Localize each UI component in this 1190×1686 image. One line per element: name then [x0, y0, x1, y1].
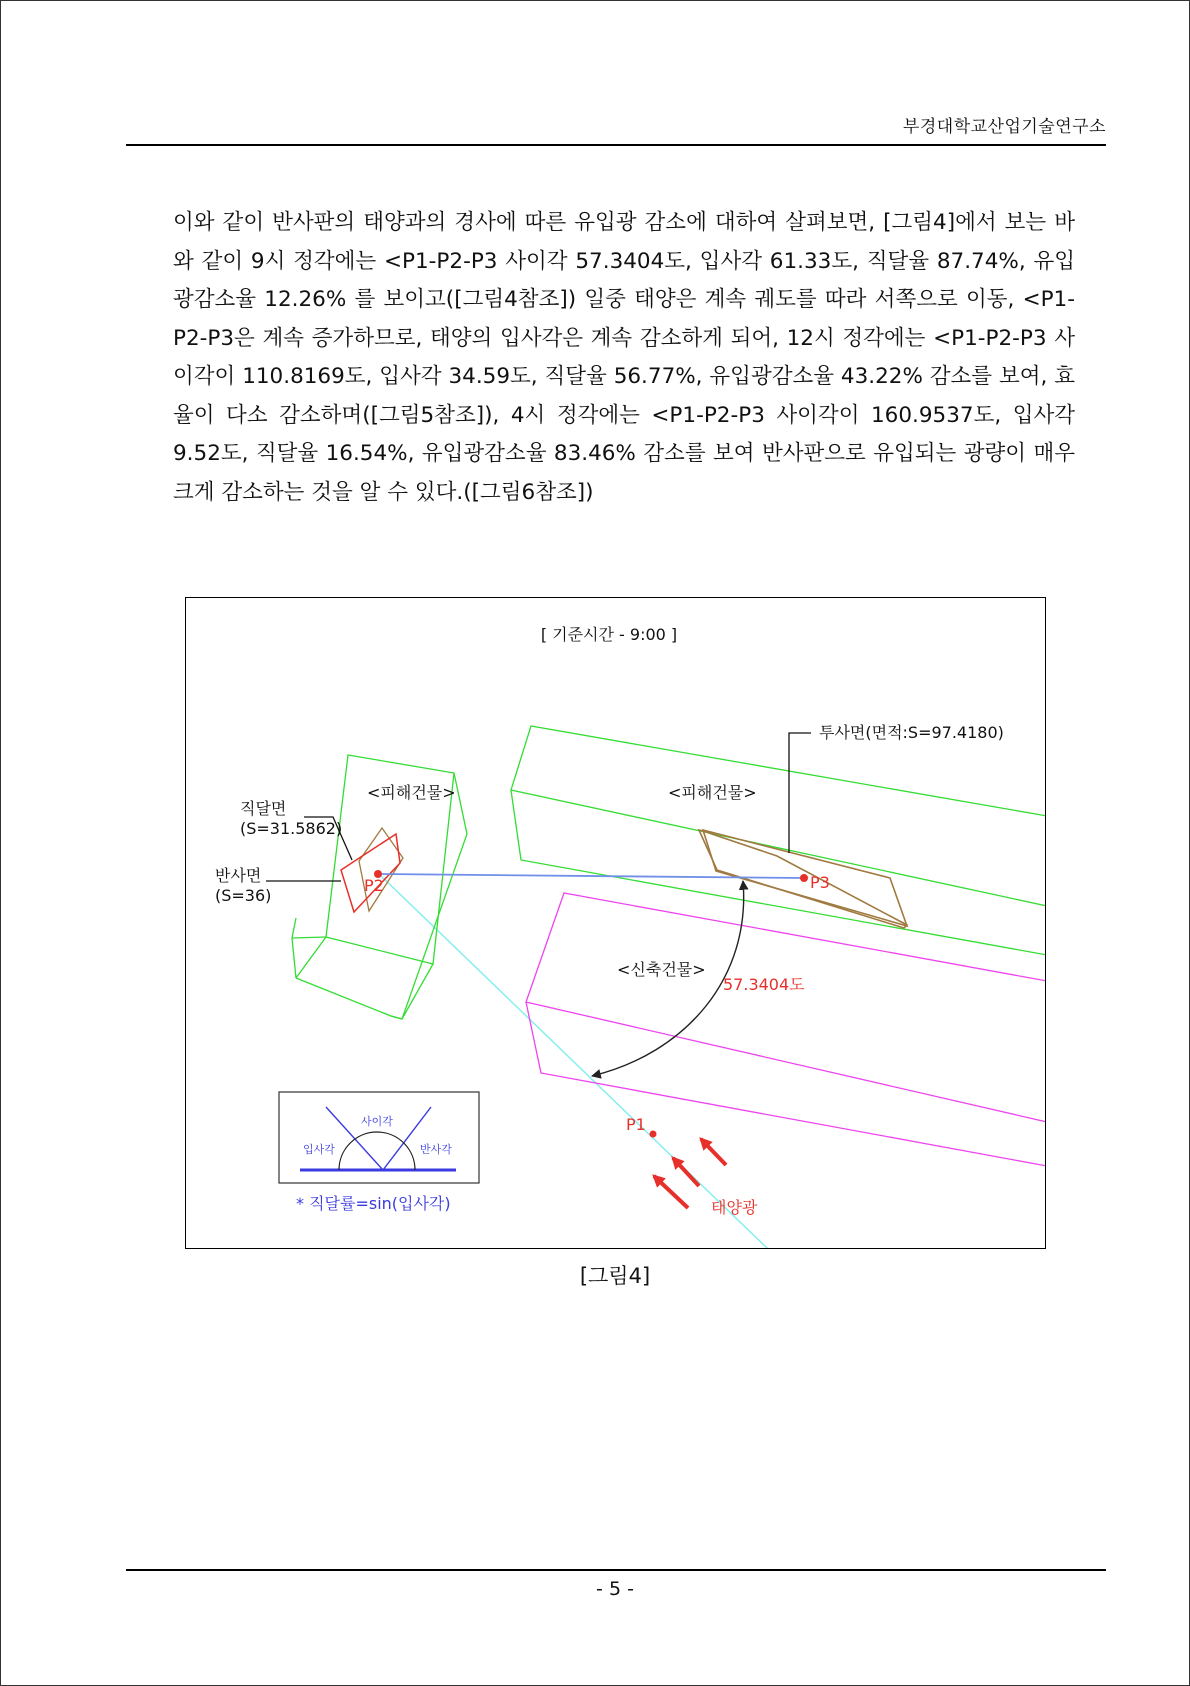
damaged-building-right-label: <피해건물> [668, 783, 757, 802]
p3-label: P3 [810, 873, 830, 892]
figure-4 [185, 597, 1046, 1249]
legend-left: 입사각 [303, 1143, 335, 1156]
damaged-building-left-label: <피해건물> [367, 783, 456, 802]
reflector-label: 반사면 [215, 866, 262, 885]
projection-leader [789, 733, 811, 853]
direct-surface-label: 직달면 [240, 799, 287, 818]
direct-surface [341, 834, 400, 912]
left-damaged-building-back [292, 918, 402, 1019]
figure-4-diagram [186, 598, 1046, 1249]
right-damaged-building [511, 726, 1046, 955]
new-building [526, 893, 1046, 1166]
p1-label: P1 [626, 1115, 646, 1134]
p3-point [800, 874, 808, 882]
projection-label: 투사면(면적:S=97.4180) [819, 723, 1004, 742]
page-number: - 5 - [596, 1578, 634, 1600]
header-rule [126, 144, 1106, 146]
angle-value: 57.3404도 [723, 975, 805, 994]
sunray-line [379, 874, 769, 1249]
legend-top: 사이각 [361, 1115, 393, 1128]
reflector-area: (S=36) [215, 886, 272, 905]
p2-label: P2 [364, 876, 384, 895]
legend-formula: * 직달률=sin(입사각) [296, 1194, 451, 1213]
running-header: 부경대학교산업기술연구소 [902, 117, 1106, 137]
body-paragraph: 이와 같이 반사판의 태양과의 경사에 따른 유입광 감소에 대하여 살펴보면, [그림4]에서 보는 바와 같이 9시 정각에는 <P1-P2-P3 사이각 57.3404도, 입사각 61.33도, 직달율 87.74%, 유입광감소율 12.26% 를 보이고([그림4참조]) 일중 태양은 계속 궤도를 따라 서쪽으로 이동, <P1-P2-P3은 계속 증가하므로, 태양의 입사각은 계속 감소하게 되어, 12시 정각에는 <P1-P2-P3 사이각이 110.8169도, 입사각 34.59도, 직달율 56.77%, 유입광감소율 43.22% 감소를 보여, 효율이 다소 감소하며([그림5참조]), 4시 정각에는 <P1-P2-P3 사이각이 160.9537도, 입사각 9.52도, 직달율 16.54%, 유입광감소율 83.46% 감소를 보여 반사판으로 유입되는 광량이 매우 크게 감소하는 것을 알 수 있다.([그림6참조]) [173, 210, 1075, 505]
new-building-label: <신축건물> [617, 960, 706, 979]
figure-caption: [그림4] [579, 1264, 651, 1288]
direct-surface-area: (S=31.5862) [240, 819, 343, 838]
sunlight-label: 태양광 [711, 1198, 758, 1217]
p1-point [650, 1131, 657, 1138]
angle-legend [279, 1092, 479, 1183]
footer-rule [126, 1569, 1106, 1571]
figure-title: [ 기준시간 - 9:00 ] [540, 625, 678, 644]
legend-right: 반사각 [420, 1143, 452, 1156]
